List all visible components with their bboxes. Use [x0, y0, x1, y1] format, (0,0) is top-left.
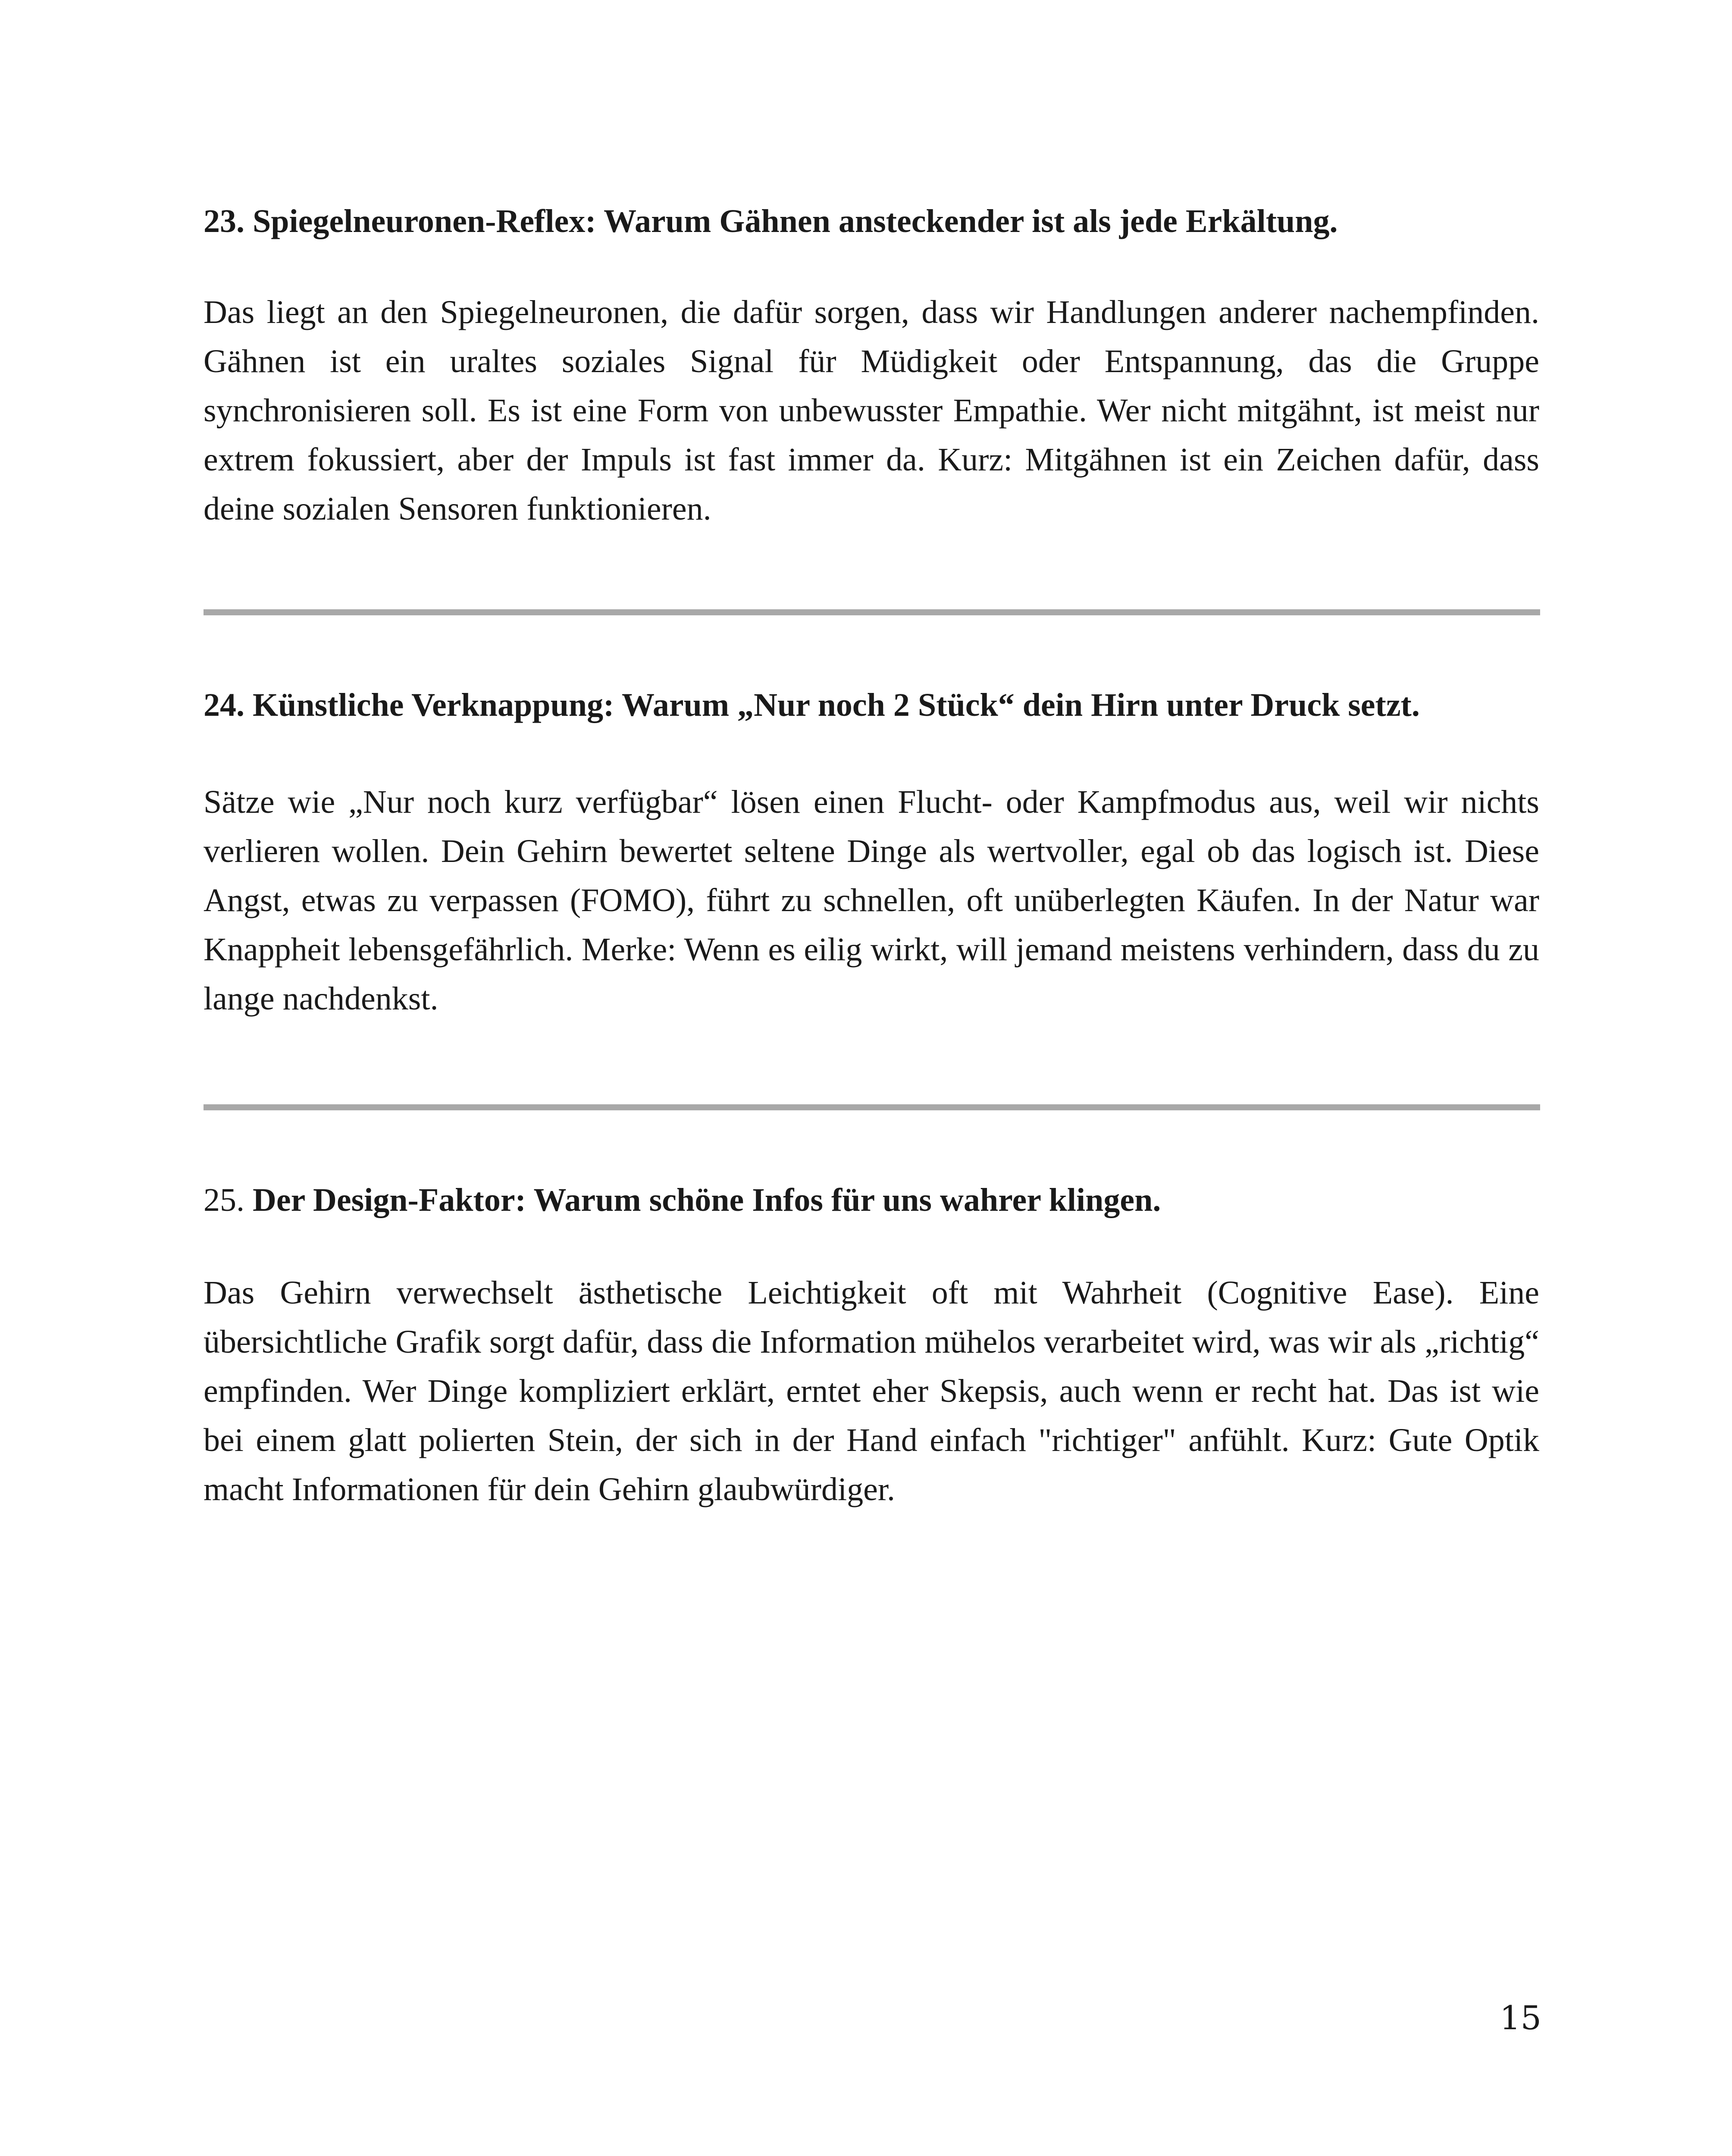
- page-content: [204, 196, 1539, 1514]
- section-25-heading: [204, 1175, 1539, 1225]
- section-25-number: 25.: [204, 1182, 244, 1218]
- section-24-number: 24.: [204, 687, 244, 723]
- section-23-title: Spiegelneuronen-Reflex: Warum Gähnen ansteckender ist als jede Erkältung.: [253, 203, 1338, 239]
- section-23: [204, 196, 1539, 533]
- section-24-heading: [204, 680, 1539, 730]
- section-24-title: Künstliche Verknappung: Warum „Nur noch 2 Stück“ dein Hirn unter Druck setzt.: [253, 687, 1420, 723]
- section-24-body: Sätze wie „Nur noch kurz verfügbar“ lösen einen Flucht- oder Kampfmodus aus, weil wir nichts verlieren wollen. Dein Gehirn bewertet seltene Dinge als wertvoller, egal ob das logisch ist. Diese Angst, etwas zu verpassen (FOMO), führt zu schnellen, oft unüberlegten Käufen. In der Natur war Knappheit lebensgefährlich. Merke: Wenn es eilig wirkt, will jemand meistens verhindern, dass du zu lange nachdenkst.: [204, 784, 1539, 1017]
- section-24: [204, 680, 1539, 1023]
- section-25-title: Der Design-Faktor: Warum schöne Infos für uns wahrer klingen.: [253, 1182, 1161, 1218]
- section-23-number: 23.: [204, 203, 244, 239]
- section-23-body: Das liegt an den Spiegelneuronen, die dafür sorgen, dass wir Handlungen anderer nachempfinden. Gähnen ist ein uraltes soziales Signal für Müdigkeit oder Entspannung, das die Gruppe synchronisieren soll. Es ist eine Form von unbewusster Empathie. Wer nicht mitgähnt, ist meist nur extrem fokussiert, aber der Impuls ist fast immer da. Kurz: Mitgähnen ist ein Zeichen dafür, dass deine sozialen Sensoren funktionieren.: [204, 294, 1539, 527]
- section-divider: [204, 609, 1540, 615]
- section-25: [204, 1175, 1539, 1514]
- section-divider: [204, 1104, 1540, 1110]
- section-25-body: Das Gehirn verwechselt ästhetische Leichtigkeit oft mit Wahrheit (Cognitive Ease). Eine übersichtliche Grafik sorgt dafür, dass die Information mühelos verarbeitet wird, was wir als „richtig“ empfinden. Wer Dinge kompliziert erklärt, erntet eher Skepsis, auch wenn er recht hat. Das ist wie bei einem glatt polierten Stein, der sich in der Hand einfach "richtiger" anfühlt. Kurz: Gute Optik macht Informationen für dein Gehirn glaubwürdiger.: [204, 1275, 1539, 1507]
- section-23-heading: [204, 196, 1539, 246]
- page-number: 15: [1500, 1999, 1541, 2037]
